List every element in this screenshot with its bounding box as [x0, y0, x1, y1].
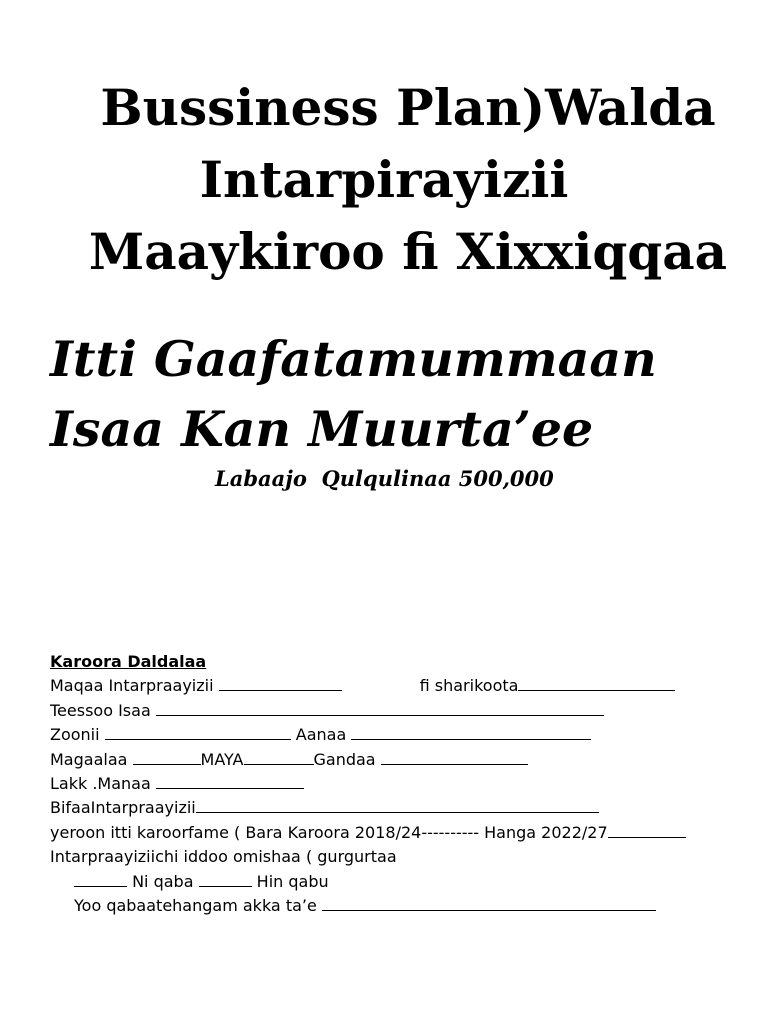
zone-row [50, 723, 686, 747]
enterprise-name-label: Maqaa Intarpraayizii [50, 676, 219, 696]
enterprise-name-field[interactable] [219, 675, 342, 691]
town-label: Magaalaa [50, 749, 133, 769]
enterprise-type-row [50, 796, 686, 820]
title-line-2: Intarpirayizii [199, 150, 569, 209]
plan-period-text: yeroon itti karoorfame ( Bara Karoora 2018/24---------- Hanga 2022/27 [50, 822, 608, 842]
document-title [0, 72, 768, 288]
have-checkbox-field[interactable] [74, 871, 127, 887]
subtitle-line-1: Itti Gaafatamummaan [50, 330, 657, 388]
residence-row [50, 699, 686, 723]
tagline: Labaajo Qulqulinaa 500,000 [215, 466, 554, 491]
partners-label: fi sharikoota [419, 676, 519, 696]
zone-label: Zoonii [50, 725, 105, 745]
partners-field[interactable] [518, 675, 675, 691]
town-field[interactable] [133, 749, 201, 765]
if-have-field[interactable] [322, 895, 656, 911]
business-plan-form [50, 650, 686, 918]
plan-period-row [50, 821, 686, 845]
town-row [50, 748, 686, 772]
subtitle-line-2: Isaa Kan Muurta’ee [50, 400, 594, 458]
not-have-checkbox-field[interactable] [199, 871, 252, 887]
workplace-label: Intarpraayiziichi iddoo omishaa ( gurgurtaa [50, 847, 397, 867]
title-line-1: Bussiness Plan)Walda [100, 78, 716, 137]
have-label: Ni qaba [127, 871, 199, 891]
residence-label: Teessoo Isaa [50, 700, 156, 720]
house-no-row [50, 772, 686, 796]
zone-field[interactable] [105, 724, 291, 740]
maya-field[interactable] [244, 749, 314, 765]
house-no-label: Lakk .Manaa [50, 773, 156, 793]
enterprise-type-label: BifaaIntarpraayizii [50, 798, 196, 818]
not-have-label: Hin qabu [251, 871, 329, 891]
kebele-label: Gandaa [313, 749, 381, 769]
if-have-label: Yoo qabaatehangam akka ta’e [74, 895, 322, 915]
plan-period-field[interactable] [608, 822, 686, 838]
title-line-3: Maaykiroo fi Xixxiqqaa [88, 222, 728, 281]
residence-field[interactable] [156, 700, 604, 716]
enterprise-name-row [50, 674, 686, 698]
if-have-row [50, 894, 686, 918]
house-no-field[interactable] [156, 773, 304, 789]
document-subtitle [50, 324, 657, 464]
kebele-field[interactable] [381, 749, 528, 765]
maya-label: MAYA [200, 749, 244, 769]
workplace-row [50, 845, 686, 869]
form-heading: Karoora Daldalaa [50, 652, 207, 671]
workplace-options-row [50, 870, 686, 894]
district-field[interactable] [351, 724, 591, 740]
enterprise-type-field[interactable] [196, 797, 599, 813]
district-label: Aanaa [290, 725, 352, 745]
